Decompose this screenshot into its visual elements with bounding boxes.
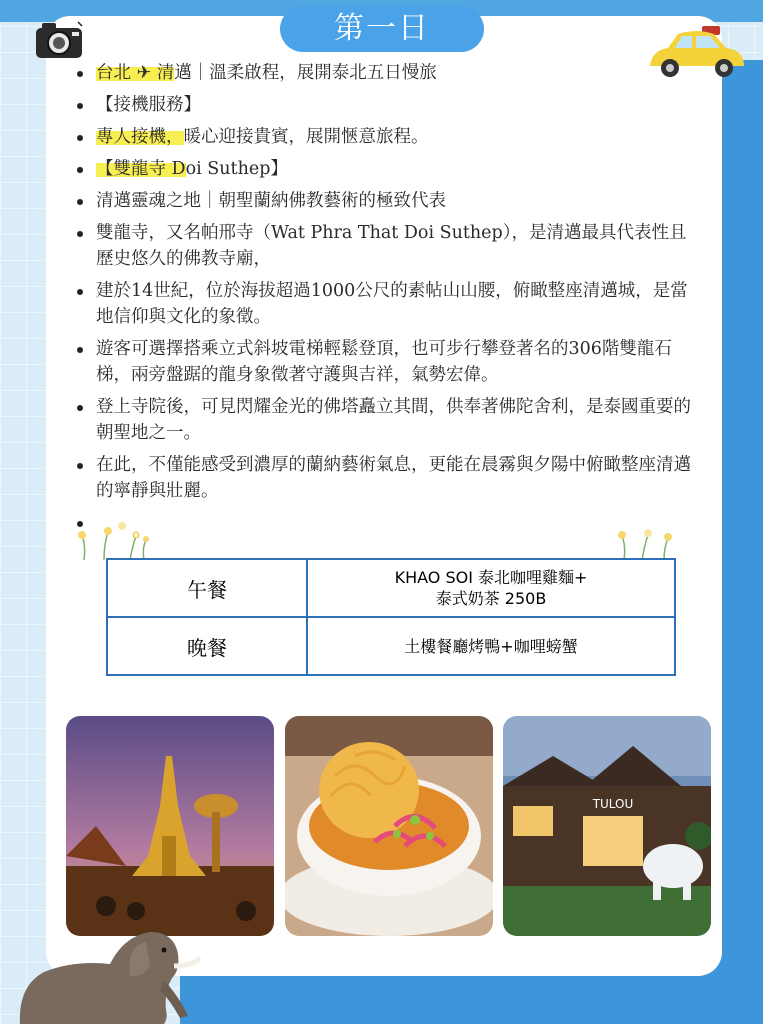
- meal-label: 午餐: [107, 559, 307, 617]
- flower-icon: [614, 522, 684, 560]
- itinerary-item: 雙龍寺，又名帕邢寺（Wat Phra That Doi Suthep），是清邁最具代表性且歷史悠久的佛教寺廟，: [74, 220, 698, 272]
- itinerary-item: 【雙龍寺 Doi Suthep】: [74, 156, 698, 182]
- table-row: [107, 617, 675, 675]
- meal-table: [106, 558, 676, 676]
- doi-suthep-temple-photo: [66, 716, 274, 936]
- itinerary-item: 建於14世紀，位於海拔超過1000公尺的素帖山山腰，俯瞰整座清邁城，是當地信仰與文化的象徵。: [74, 278, 698, 330]
- meal-value: 土樓餐廳烤鴨+咖哩螃蟹: [307, 617, 675, 675]
- itinerary-item: 專人接機，暖心迎接貴賓，展開愜意旅程。: [74, 124, 698, 150]
- itinerary-item: 【接機服務】: [74, 92, 698, 118]
- right-blue-band: [719, 60, 763, 1024]
- itinerary-item: 登上寺院後，可見閃耀金光的佛塔矗立其間，供奉著佛陀舍利，是泰國重要的朝聖地之一。: [74, 394, 698, 446]
- camera-icon: [34, 20, 86, 60]
- itinerary-item: 遊客可選擇搭乘立式斜坡電梯輕鬆登頂，也可步行攀登著名的306階雙龍石梯，兩旁盤踞的龍身象徵著守護與吉祥，氣勢宏偉。: [74, 336, 698, 388]
- svg-text:TULOU: TULOU: [592, 797, 634, 811]
- khao-soi-photo: [285, 716, 493, 936]
- meal-value: KHAO SOI 泰北咖哩雞麵+ 泰式奶茶 250B: [307, 559, 675, 617]
- itinerary-item: 台北 ✈ 清邁｜溫柔啟程，展開泰北五日慢旅: [74, 60, 698, 86]
- meal-label: 晚餐: [107, 617, 307, 675]
- day-title: 第一日: [280, 6, 484, 52]
- tulou-restaurant-photo: [503, 716, 711, 936]
- itinerary-item: 在此，不僅能感受到濃厚的蘭納藝術氣息，更能在晨霧與夕陽中俯瞰整座清邁的寧靜與壯麗。: [74, 452, 698, 504]
- elephant-icon: [14, 906, 204, 1024]
- itinerary-item: 清邁靈魂之地｜朝聖蘭納佛教藝術的極致代表: [74, 188, 698, 214]
- flower-icon: [74, 518, 164, 560]
- itinerary-list: [74, 60, 698, 510]
- table-row: [107, 559, 675, 617]
